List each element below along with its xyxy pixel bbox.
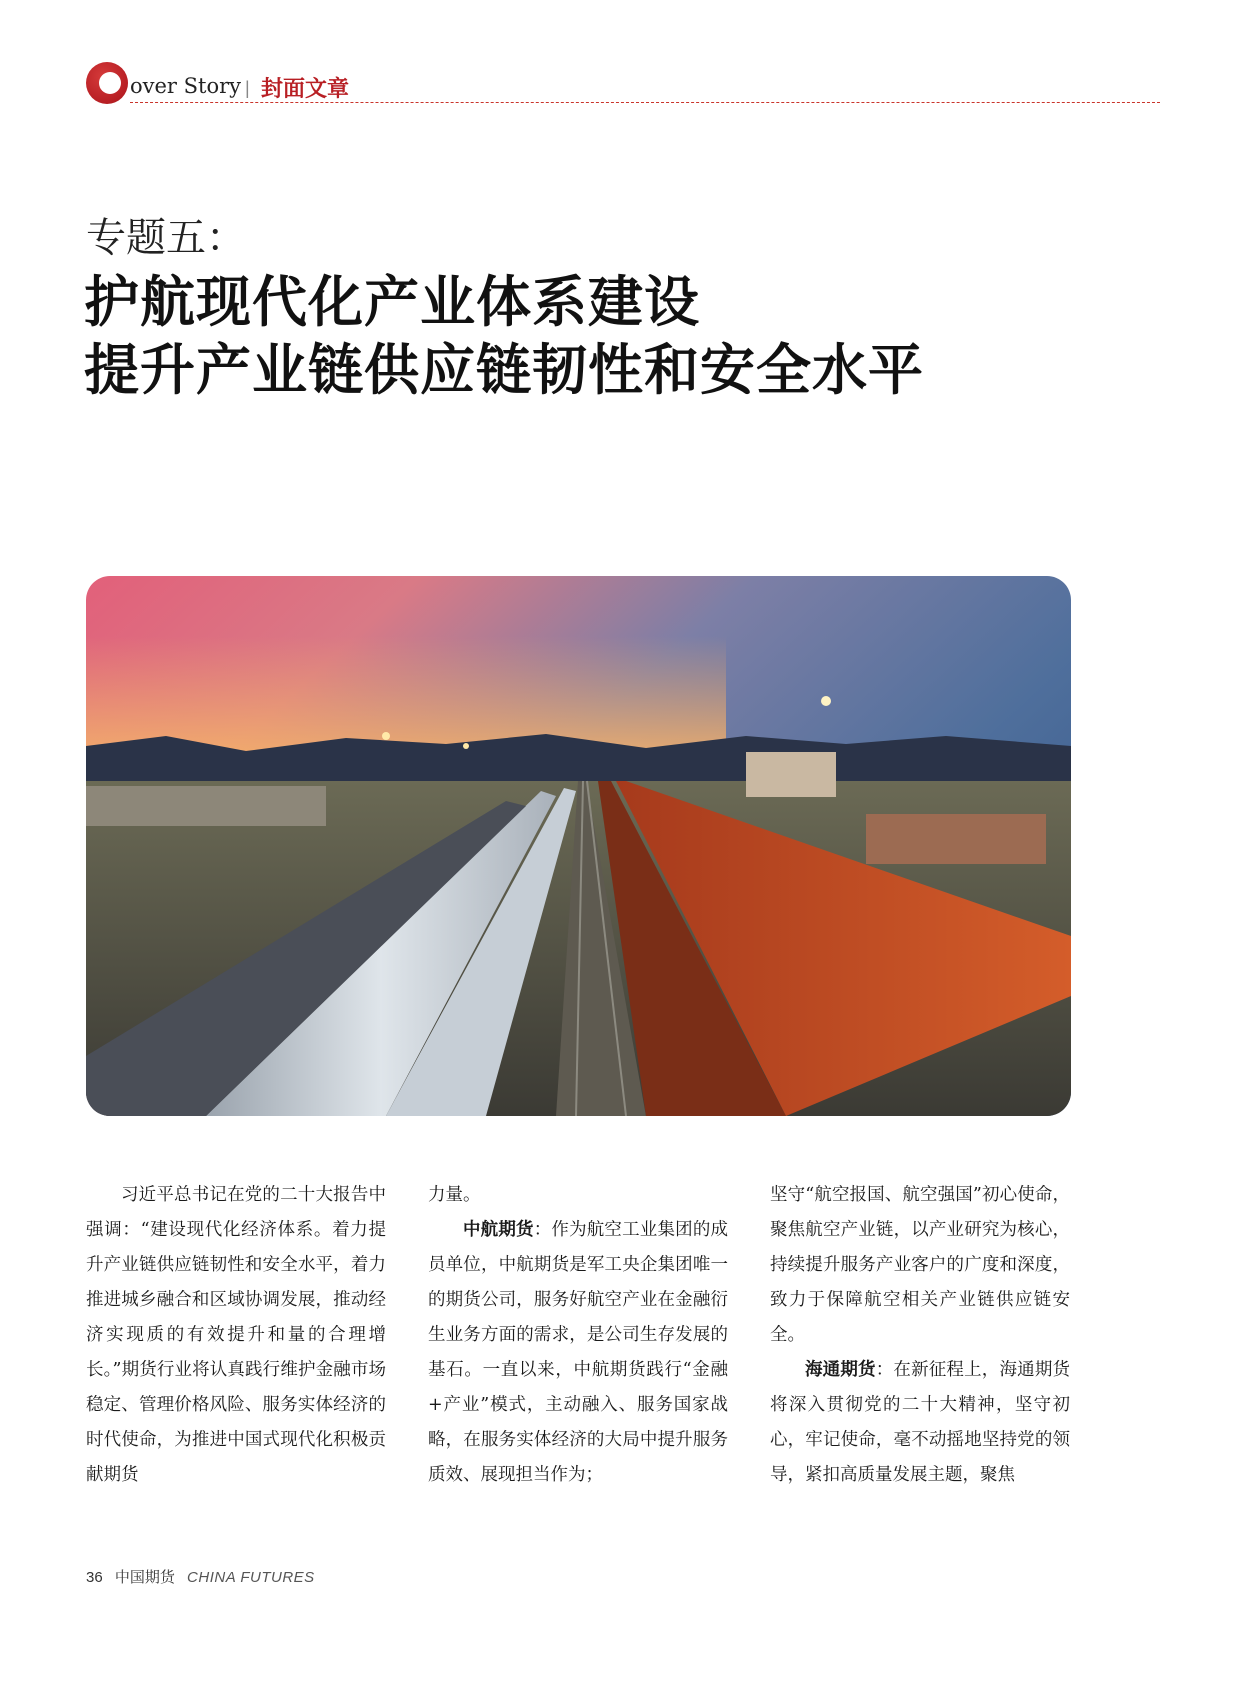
freight-train-photo bbox=[86, 576, 1071, 1116]
magazine-name-en: CHINA FUTURES bbox=[187, 1569, 315, 1586]
section-header bbox=[86, 60, 1156, 108]
magazine-name-cn: 中国期货 bbox=[114, 1569, 175, 1586]
headline-line-2: 提升产业链供应链韧性和安全水平 bbox=[84, 338, 925, 402]
page-number: 36 bbox=[86, 1569, 103, 1586]
section-title-en: over Story bbox=[130, 74, 242, 98]
paragraph: 坚守“航空报国、航空强国”初心使命，聚焦航空产业链，以产业研究为核心，持续提升服务产业客户的广度和深度，致力于保障航空相关产业链供应链安全。 bbox=[770, 1185, 1070, 1345]
body-column-1 bbox=[86, 1178, 386, 1493]
paragraph bbox=[428, 1213, 728, 1493]
paragraph: 力量。 bbox=[428, 1185, 481, 1205]
cover-story-initial-logo bbox=[86, 62, 128, 104]
headline-line-1: 护航现代化产业体系建设 bbox=[84, 270, 701, 334]
header-divider bbox=[130, 102, 1160, 103]
company-name-avic-futures: 中航期货 bbox=[463, 1220, 534, 1240]
company-name-haitong-futures: 海通期货 bbox=[805, 1360, 876, 1380]
paragraph-text: ：在新征程上，海通期货将深入贯彻党的二十大精神，坚守初心，牢记使命，毫不动摇地坚持党的领导，紧扣高质量发展主题，聚焦 bbox=[770, 1360, 1071, 1485]
section-title-cn: 封面文章 bbox=[261, 77, 350, 102]
paragraph-text: ：作为航空工业集团的成员单位，中航期货是军工央企集团唯一的期货公司，服务好航空产业在金融衍生业务方面的需求，是公司生存发展的基石。一直以来，中航期货践行“金融+产业”模式，主动融入、服务国家战略，在服务实体经济的大局中提升服务质效、展现担当作为； bbox=[428, 1220, 729, 1485]
page-footer bbox=[86, 1566, 315, 1587]
paragraph bbox=[770, 1353, 1070, 1493]
body-column-3 bbox=[770, 1178, 1070, 1493]
paragraph: 习近平总书记在党的二十大报告中强调：“建设现代化经济体系。着力提升产业链供应链韧性和安全水平，着力推进城乡融合和区域协调发展，推动经济实现质的有效提升和量的合理增长。”期货行业将认真践行维护金融市场稳定、管理价格风险、服务实体经济的时代使命，为推进中国式现代化积极贡献期货 bbox=[86, 1185, 386, 1485]
section-separator: | bbox=[245, 78, 250, 98]
body-column-2 bbox=[428, 1178, 728, 1493]
topic-kicker: 专题五： bbox=[86, 215, 246, 261]
